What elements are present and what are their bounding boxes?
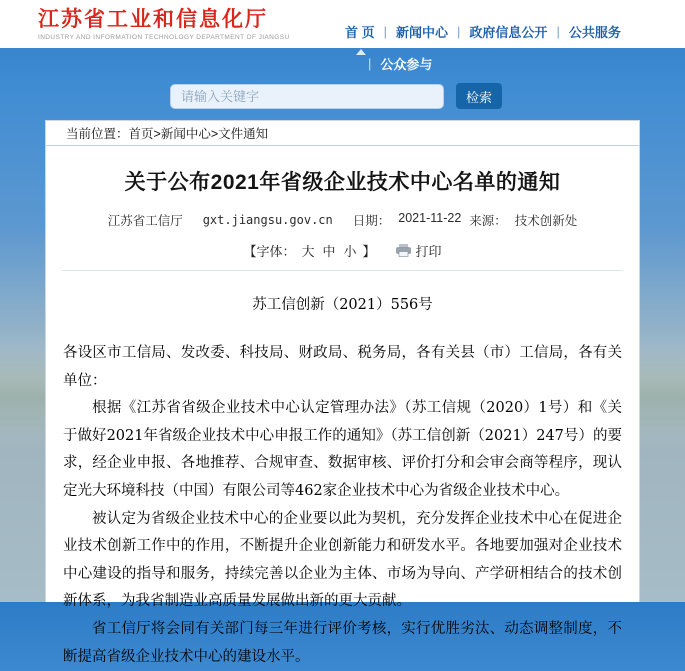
nav-item-home[interactable]: 首 页 xyxy=(345,25,375,40)
site-logo-subtitle: INDUSTRY AND INFORMATION TECHNOLOGY DEPARTMENT OF JIANGSU xyxy=(38,34,290,41)
page-title: 关于公布2021年省级企业技术中心名单的通知 xyxy=(124,171,561,194)
document-number: 苏工信创新（2021）556号 xyxy=(252,297,433,313)
article-meta xyxy=(46,211,639,229)
site-header xyxy=(0,0,685,48)
nav-item-gov-info[interactable]: 政府信息公开 xyxy=(469,25,548,40)
article-paragraph: 省工信厅将会同有关部门每三年进行评价考核，实行优胜劣汰、动态调整制度，不断提高省级企业技术中心的建设水平。 xyxy=(63,620,622,665)
nav-separator: | xyxy=(368,56,372,71)
article-date xyxy=(353,211,578,229)
divider xyxy=(62,270,623,271)
nav-item-public-participation[interactable]: 公众参与 xyxy=(380,57,433,72)
article-source-name: 江苏省工信厅 xyxy=(107,214,183,228)
search-bar xyxy=(170,83,502,109)
content-card xyxy=(45,120,640,665)
site-logo[interactable] xyxy=(38,7,290,41)
article-origin-label: 来源： xyxy=(469,214,507,228)
breadcrumb-path[interactable]: 首页>新闻中心>文件通知 xyxy=(128,127,269,141)
article-date-label: 日期： xyxy=(352,214,391,228)
article-salutation: 各设区市工信局、发改委、科技局、财政局、税务局，各有关县（市）工信局，各有关单位： xyxy=(63,345,622,389)
printer-icon xyxy=(396,244,411,257)
main-nav xyxy=(345,22,621,41)
print-button-label: 打印 xyxy=(415,244,442,259)
article-paragraph: 根据《江苏省省级企业技术中心认定管理办法》（苏工信规（2020）1号）和《关于做好2021年省级企业技术中心申报工作的通知》（苏工信创新（2021）247号）的要求，经企业申报、各地推荐、合规审查、数据审核、评价打分和会审会商等程序，现认定光大环境科技（中国）有限公司等462家企业技术中心为省级企业技术中心。 xyxy=(63,400,622,499)
search-button[interactable]: 检索 xyxy=(456,83,502,109)
nav-separator: | xyxy=(457,24,461,39)
article-source-site: gxt.jiangsu.gov.cn xyxy=(202,213,333,227)
nav-separator: | xyxy=(556,24,560,39)
article-paragraph: 被认定为省级企业技术中心的企业要以此为契机，充分发挥企业技术中心在促进企业技术创新工作中的作用，不断提升企业创新能力和研发水平。各地要加强对企业技术中心建设的指导和服务，持续完善以企业为主体、市场为导向、产学研相结合的技术创新体系，为我省制造业高质量发展做出新的更大贡献。 xyxy=(63,510,622,610)
font-size-widget xyxy=(46,241,639,260)
article-date-value: 2021-11-22 xyxy=(398,211,462,225)
article-body xyxy=(63,340,622,671)
secondary-nav xyxy=(368,54,432,73)
font-size-small-button[interactable]: 小 xyxy=(343,244,357,259)
active-nav-indicator-icon xyxy=(356,49,366,55)
breadcrumb xyxy=(46,121,639,146)
nav-item-news-center[interactable]: 新闻中心 xyxy=(396,25,449,40)
font-widget-open: 【字体： xyxy=(243,244,296,259)
search-input[interactable] xyxy=(170,84,444,109)
breadcrumb-label: 当前位置： xyxy=(66,127,129,141)
site-logo-title: 江苏省工业和信息化厅 xyxy=(38,8,268,31)
print-button[interactable] xyxy=(396,241,442,260)
font-widget-close: 】 xyxy=(362,244,376,259)
font-size-large-button[interactable]: 大 xyxy=(301,244,315,259)
article-origin-value: 技术创新处 xyxy=(514,214,578,228)
nav-separator: | xyxy=(383,24,388,39)
font-size-medium-button[interactable]: 中 xyxy=(322,244,336,259)
nav-item-public-service[interactable]: 公共服务 xyxy=(568,25,621,40)
